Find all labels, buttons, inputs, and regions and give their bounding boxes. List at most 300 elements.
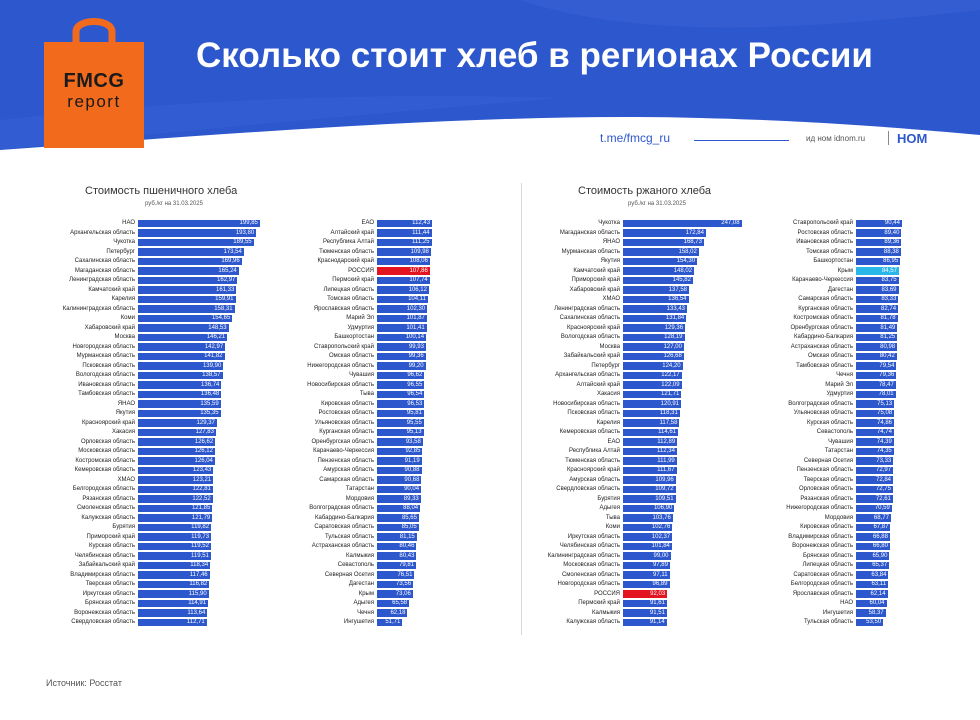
bar-row [40,495,260,503]
region-label: Хабаровский край [569,286,620,293]
value-label: 168,73 [683,239,702,245]
bar-row [272,457,475,465]
region-label: Коми [120,315,135,321]
value-label: 121,79 [191,514,211,521]
region-label: Удмуртия [826,391,853,397]
value-label: 67,87 [873,524,889,530]
region-label: ЕАО [361,220,374,226]
bar-row [760,333,980,341]
region-label: Магаданская область [74,267,135,274]
bar-row [522,257,743,265]
region-label: Нижегородская область [786,505,853,511]
region-label: Оренбургская область [790,324,853,331]
rye-chart-column-1 [522,219,743,628]
value-label: 121,71 [661,391,680,397]
bar-row [522,248,743,256]
value-label: 97,89 [652,562,668,568]
region-label: Красноярский край [566,324,620,331]
value-label: 74,86 [877,419,893,426]
region-label: Ивановская область [78,381,135,388]
value-label: 126,62 [194,438,214,445]
value-label: 135,35 [200,410,219,416]
value-label: 72,97 [876,467,892,473]
region-label: Самарская область [319,476,374,483]
value-label: 136,48 [200,391,220,397]
bar-row [40,609,260,617]
region-label: Ивановская область [796,239,853,245]
value-label: 119,52 [191,543,209,549]
region-label: Ставропольский край [314,343,374,350]
value-label: 137,58 [668,286,688,293]
region-label: Тульская область [324,533,374,540]
bar-row [760,561,980,569]
bar-row [760,324,980,332]
region-label: Чувашия [349,372,374,378]
region-label: ЯНАО [117,400,135,407]
region-label: Свердловская область [556,486,620,492]
bar-row [272,447,475,455]
bar-row [40,333,260,341]
bar-row [522,305,743,313]
value-label: 112,71 [186,619,205,625]
value-label: 111,44 [412,229,430,236]
value-label: 117,58 [659,419,678,426]
value-label: 129,36 [664,324,684,331]
region-label: Сахалинская область [74,258,135,264]
region-label: Псковская область [82,362,135,369]
bar-row [760,514,980,522]
value-label: 80,98 [880,343,896,350]
value-label: 111,25 [412,239,430,245]
region-label: Ярославская область [313,305,374,312]
bar-row [40,552,260,560]
publisher-link[interactable]: ид ном idnom.ru [806,134,866,143]
value-label: 84,57 [881,267,897,274]
bar-row [760,447,980,455]
bar-row [522,599,743,607]
value-label: 165,24 [218,267,237,274]
bar-row [40,571,260,579]
region-label: Северная Осетия [803,457,853,464]
value-label: 73,06 [395,590,411,597]
bar-row [40,219,260,227]
bar-row [522,409,743,417]
bar-row [522,542,743,550]
value-label: 101,87 [406,315,425,321]
value-label: 131,84 [665,315,685,321]
value-label: 74,35 [876,448,892,454]
region-label: ЕАО [607,438,620,445]
bar-row [760,371,980,379]
region-label: Дагестан [827,286,853,293]
region-label: Красноярский край [81,419,135,426]
bar-row [40,314,260,322]
region-label: Амурская область [569,476,620,483]
region-label: Архангельская область [70,229,135,236]
region-label: Кемеровская область [74,467,135,473]
region-label: Вологодская область [560,334,620,340]
region-label: Тамбовская область [796,362,853,369]
region-label: ЯНАО [602,239,620,245]
bar-row [272,609,475,617]
region-label: Костромская область [75,457,135,464]
value-label: 82,74 [881,305,897,312]
region-label: НАО [122,220,135,226]
region-label: Ленинградская область [69,277,135,283]
bar-row [272,552,475,560]
value-label: 128,19 [664,334,683,340]
rye-chart-subtitle: руб./кг на 31.03.2025 [628,201,686,207]
bar-row [522,362,743,370]
bar-row [760,438,980,446]
value-label: 95,81 [406,410,422,416]
bar-row [760,542,980,550]
value-label: 120,91 [660,400,680,407]
page-title: Сколько стоит хлеб в регионах России [196,36,873,75]
value-label: 96,89 [652,581,668,587]
region-label: Приморский край [86,533,135,540]
bar-row [522,276,743,284]
bar-row [760,343,980,351]
bar-row [522,238,743,246]
region-label: Бурятия [112,524,135,530]
region-label: Курганская область [798,305,853,312]
region-label: Владимирская область [70,571,135,578]
value-label: 119,51 [190,552,209,559]
region-label: Пермский край [578,600,620,606]
value-label: 99,93 [408,343,424,350]
value-label: 107,86 [409,267,428,274]
value-label: 81,78 [880,315,896,321]
value-label: 85,65 [401,514,417,521]
region-label: Брянская область [85,600,135,606]
bar-row [272,219,475,227]
bar-row [760,457,980,465]
bar-row [760,390,980,398]
region-label: Челябинская область [559,543,620,549]
bar-row [272,267,475,275]
wheat-chart-title: Стоимость пшеничного хлеба [85,185,238,197]
region-label: Кемеровская область [559,429,620,435]
bar-row [272,305,475,313]
value-label: 72,84 [875,476,891,483]
value-label: 148,02 [673,267,693,274]
bar-row [760,428,980,436]
wheat-chart-column-2 [272,219,475,628]
value-label: 118,34 [190,562,209,568]
region-label: Забайкальский край [78,562,135,568]
region-label: Ингушетия [343,619,374,625]
value-label: 103,76 [652,514,671,521]
value-label: 114,61 [658,429,676,435]
value-label: 122,81 [192,486,211,492]
value-label: 114,91 [188,600,207,606]
region-label: Саратовская область [793,571,853,578]
bar-row [272,542,475,550]
bar-row [40,447,260,455]
region-label: Астраханская область [311,543,374,549]
bar-row [272,438,475,446]
value-label: 123,43 [192,467,212,473]
value-label: 91,51 [649,609,665,616]
value-label: 109,72 [655,486,674,492]
value-label: 104,11 [408,296,426,302]
bar-row [760,229,980,237]
value-label: 133,43 [666,305,686,312]
region-label: Республика Алтай [322,239,374,245]
bar-row [760,238,980,246]
region-label: Курская область [807,419,853,426]
bar-row [272,485,475,493]
bar-row [40,504,260,512]
region-label: Калмыкия [346,552,374,559]
region-label: Удмуртия [347,324,374,331]
region-label: Чечня [836,372,853,378]
bar-row [760,419,980,427]
region-label: Новосибирская область [553,400,620,407]
value-label: 146,21 [206,334,226,340]
bar-row [760,476,980,484]
bar-row [272,599,475,607]
bar-row [40,305,260,313]
value-label: 122,52 [192,495,211,502]
region-label: Орловская область [80,438,135,445]
value-label: 109,51 [655,495,674,502]
value-label: 51,71 [385,619,401,625]
region-label: Петербург [591,362,620,369]
value-label: 96,54 [407,391,423,397]
region-label: Орловская область [798,486,853,492]
bar-row [522,590,743,598]
bar-row [40,542,260,550]
bar-row [272,590,475,598]
bar-row [40,466,260,474]
bar-row [272,428,475,436]
value-label: 126,12 [194,448,213,454]
bar-row [272,362,475,370]
region-label: Омская область [807,353,853,359]
bar-row [522,381,743,389]
value-label: 93,58 [405,438,421,445]
bar-row [760,409,980,417]
value-label: 88,38 [883,248,899,255]
bar-row [522,419,743,427]
value-label: 124,20 [662,362,681,369]
bar-row [40,324,260,332]
region-label: Курганская область [319,429,374,435]
value-label: 138,57 [202,372,221,378]
value-label: 116,82 [189,581,208,587]
value-label: 91,19 [404,457,420,464]
bar-row [272,514,475,522]
bar-row [522,561,743,569]
bar-row [522,229,743,237]
region-label: Коми [605,524,620,530]
bar-row [272,257,475,265]
bar-row [522,485,743,493]
bar-row [522,219,743,227]
bar-row [272,504,475,512]
value-label: 126,04 [194,457,213,464]
bar-row [40,409,260,417]
region-label: Тыва [359,391,374,397]
bar-row [760,618,980,626]
region-label: Севастополь [337,562,374,568]
value-label: 81,25 [880,334,896,340]
region-label: Саратовская область [314,524,374,530]
source-note: Источник: Росстат [46,678,122,688]
value-label: 199,85 [239,220,258,226]
bar-row [40,257,260,265]
region-label: Татарстан [345,486,374,492]
region-label: Тыва [605,514,620,521]
region-label: Вологодская область [75,372,135,378]
bar-row [760,523,980,531]
value-label: 75,13 [877,400,893,407]
region-label: Ленинградская область [554,305,620,312]
value-label: 247,08 [721,220,740,226]
region-label: Липецкая область [323,286,374,293]
bar-row [522,476,743,484]
bar-row [760,248,980,256]
region-label: Самарская область [798,296,853,302]
region-label: Татарстан [824,448,853,454]
region-label: Якутия [115,410,135,416]
value-label: 109,96 [655,476,674,483]
region-label: ХМАО [117,476,135,483]
value-label: 121,85 [191,505,211,511]
wheat-chart-column-1 [40,219,260,628]
bar-row [522,618,743,626]
region-label: Кировская область [800,524,853,530]
value-label: 76,51 [397,571,413,578]
region-label: Москва [114,334,135,340]
region-label: Москва [599,343,620,350]
value-label: 58,37 [868,609,884,616]
bar-row [522,523,743,531]
region-label: Башкортостан [813,258,853,264]
bar-row [522,514,743,522]
region-label: Омская область [328,353,374,359]
bar-row [760,276,980,284]
value-label: 112,34 [657,448,675,454]
bar-row [522,286,743,294]
bar-row [522,571,743,579]
bar-row [272,343,475,351]
value-label: 91,14 [649,619,665,625]
bar-row [40,343,260,351]
region-label: Чукотка [113,239,135,245]
value-label: 95,55 [406,419,422,426]
value-label: 65,58 [392,600,408,606]
value-label: 102,76 [651,524,671,530]
value-label: 136,74 [201,381,220,388]
value-label: 127,83 [195,429,214,435]
region-label: Приморский край [571,277,620,283]
value-label: 83,69 [881,286,897,293]
bar-row [40,523,260,531]
bar-row [40,428,260,436]
region-label: Мурманская область [76,353,135,359]
region-label: Астраханская область [790,343,853,350]
value-label: 83,75 [881,277,897,283]
region-label: Тамбовская область [78,391,135,397]
value-label: 109,98 [410,248,429,255]
value-label: 81,15 [399,533,415,540]
value-label: 129,37 [196,419,215,426]
value-label: 161,33 [216,286,235,293]
bar-row [40,295,260,303]
value-label: 90,88 [404,467,420,473]
bar-row [522,533,743,541]
region-label: Калужская область [81,514,135,521]
region-label: Московская область [78,448,135,454]
value-label: 127,00 [663,343,682,350]
value-label: 159,91 [215,296,234,302]
bar-row [40,438,260,446]
region-label: Чечня [357,609,374,616]
region-label: Кабардино-Балкария [794,334,853,340]
region-label: Ставропольский край [793,220,853,226]
value-label: 119,82 [191,524,210,530]
value-label: 90,44 [884,220,900,226]
region-label: Тверская область [85,581,135,587]
value-label: 148,53 [208,324,227,331]
value-label: 90,68 [404,476,420,483]
bar-row [760,590,980,598]
value-label: 92,03 [650,590,666,597]
region-label: Иркутская область [567,533,620,540]
region-label: Ростовская область [318,410,374,416]
value-label: 91,61 [649,600,665,606]
bar-row [522,495,743,503]
value-label: 72,75 [875,486,891,492]
region-label: Свердловская область [71,619,135,625]
link-divider-line [694,140,789,141]
bar-row [272,533,475,541]
bar-row [40,248,260,256]
bar-row [760,533,980,541]
region-label: Пензенская область [317,457,374,464]
region-label: Краснодарский край [317,258,374,264]
bar-row [760,257,980,265]
region-label: Тверская область [803,476,853,483]
bar-row [40,276,260,284]
value-label: 141,82 [204,353,223,359]
region-label: Ростовская область [797,229,853,236]
region-label: Камчатский край [573,267,620,274]
bar-row [522,447,743,455]
bar-row [522,466,743,474]
bar-row [272,352,475,360]
bar-row [40,514,260,522]
telegram-link[interactable]: t.me/fmcg_ru [600,131,671,145]
value-label: 111,99 [657,457,675,464]
bar-row [272,295,475,303]
value-label: 162,97 [217,277,236,283]
value-label: 89,40 [884,229,900,236]
value-label: 101,84 [651,543,670,549]
region-label: Московская область [563,562,620,568]
value-label: 115,90 [188,590,207,597]
bar-row [40,457,260,465]
value-label: 158,02 [678,248,697,255]
region-label: Иркутская область [82,590,135,597]
bar-row [760,286,980,294]
value-label: 113,64 [187,609,206,616]
bar-row [272,400,475,408]
bar-row [522,580,743,588]
